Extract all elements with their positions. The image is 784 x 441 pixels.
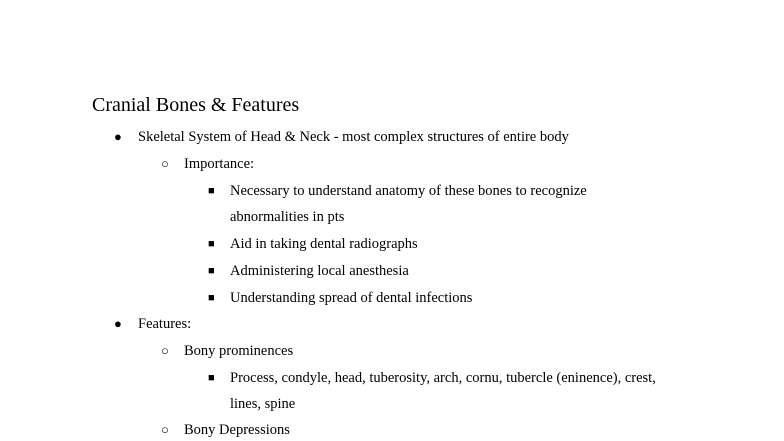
list-item-level3: Understanding spread of dental infections	[230, 290, 473, 306]
bullet-hollow-circle-icon: ○	[161, 156, 169, 171]
list-item-level3-continuation: abnormalities in pts	[230, 209, 345, 225]
list-item-level1: Features:	[138, 316, 192, 332]
bullet-square-icon: ■	[208, 238, 215, 250]
bullet-square-icon: ■	[208, 372, 215, 384]
bullet-square-icon: ■	[208, 292, 215, 304]
bullet-hollow-circle-icon: ○	[161, 422, 169, 437]
list-item-level3: Aid in taking dental radiographs	[230, 236, 418, 252]
list-item-level1: Skeletal System of Head & Neck - most complex structures of entire body	[138, 129, 569, 145]
bullet-hollow-circle-icon: ○	[161, 343, 169, 358]
list-item-level2: Importance:	[184, 156, 255, 172]
list-item-level3: Necessary to understand anatomy of these bones to recognize	[230, 183, 587, 199]
list-item-level3: Administering local anesthesia	[230, 263, 409, 279]
list-item-level2: Bony prominences	[184, 343, 294, 359]
document-heading: Cranial Bones & Features	[92, 94, 300, 116]
list-item-level3: Process, condyle, head, tuberosity, arch, cornu, tubercle (eninence), crest,	[230, 370, 656, 386]
bullet-filled-circle-icon: ●	[114, 316, 122, 331]
list-item-level3-continuation: lines, spine	[230, 396, 296, 412]
bullet-filled-circle-icon: ●	[114, 129, 122, 144]
bullet-square-icon: ■	[208, 265, 215, 277]
list-item-level2: Bony Depressions	[184, 422, 290, 438]
bullet-square-icon: ■	[208, 185, 215, 197]
